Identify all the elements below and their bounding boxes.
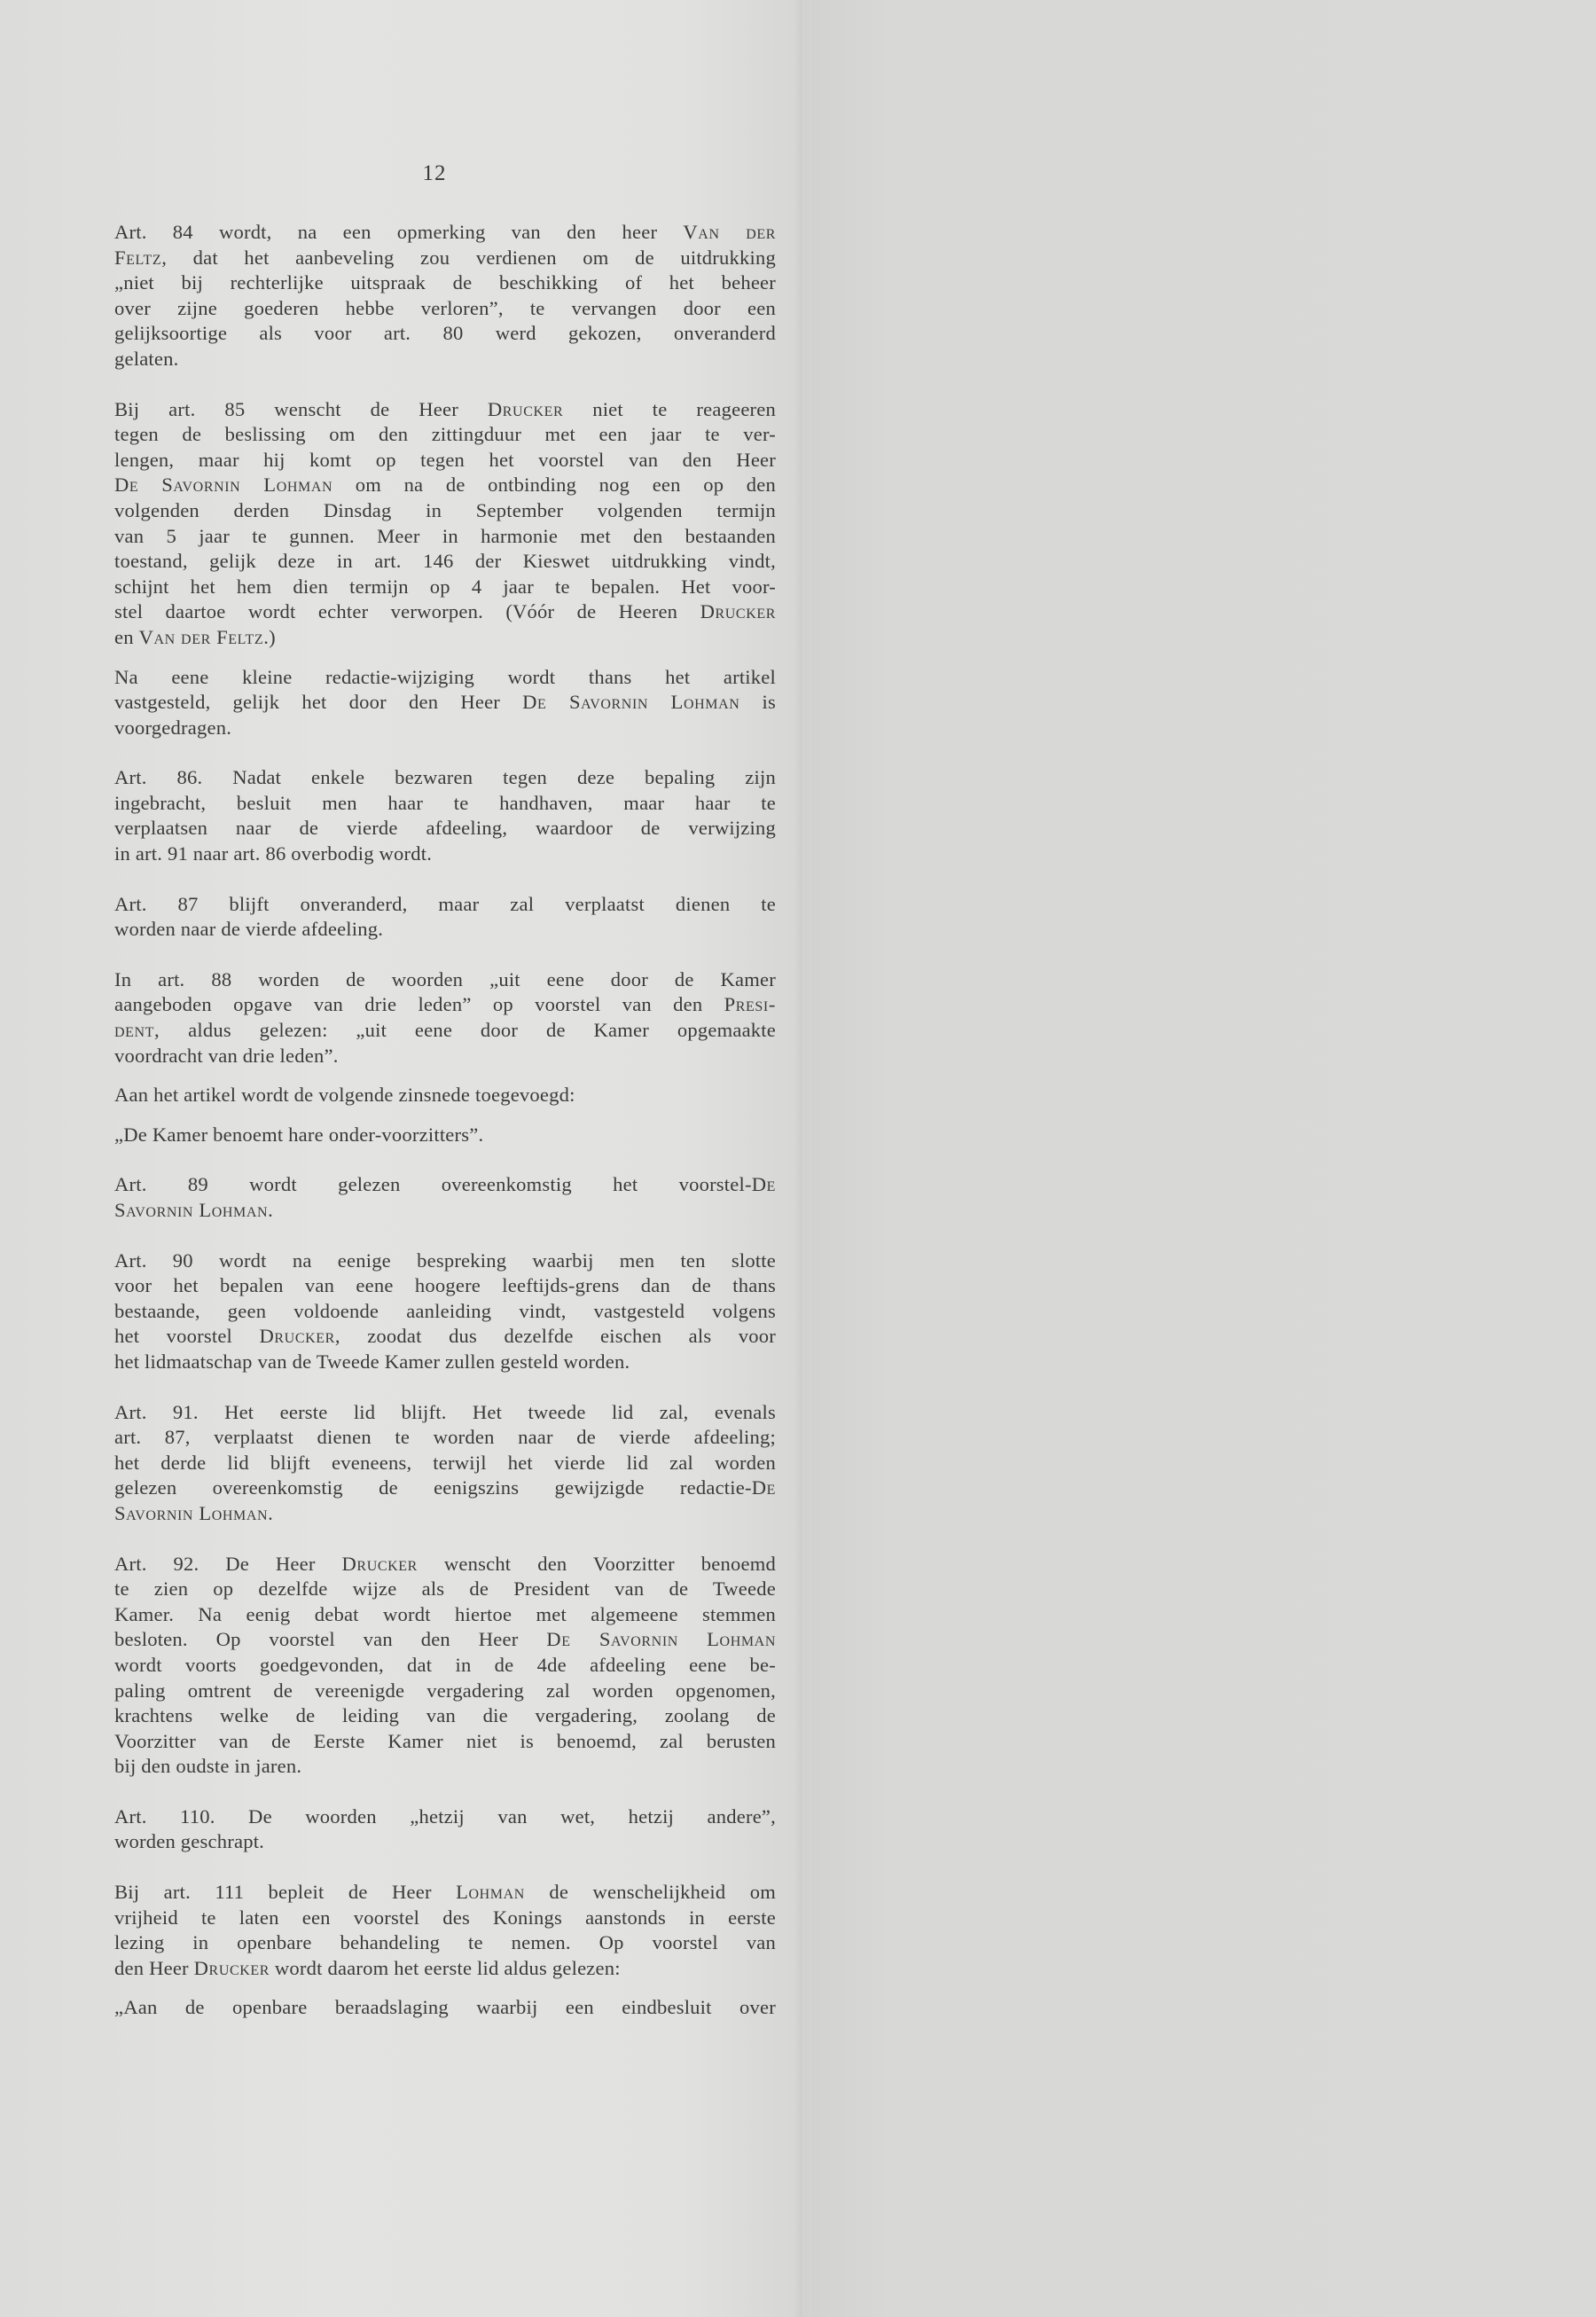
text-line: „De Kamer benoemt hare onder-voorzitters”. <box>114 1123 484 1146</box>
text-line: voor het bepalen van eene hoogere leeftijds-grens dan de thans <box>114 1274 776 1297</box>
paragraph <box>91 1880 776 1981</box>
text-line: verplaatsen naar de vierde afdeeling, waardoor de verwijzing <box>114 817 776 840</box>
text-line: te zien op dezelfde wijze als de President van de Tweede <box>114 1577 776 1601</box>
text-line: bestaande, geen voldoende aanleiding vindt, vastgesteld volgens <box>114 1299 776 1322</box>
text-line: Art. 110. De woorden „hetzij van wet, hetzij andere”, <box>114 1804 776 1828</box>
text-line: het derde lid blijft eveneens, terwijl het vierde lid zal worden <box>114 1451 776 1474</box>
text-line: over zijne goederen hebbe verloren”, te vervangen door een <box>114 296 776 319</box>
text-line: lezing in openbare behandeling te nemen. Op voorstel van <box>114 1931 776 1954</box>
text-line: wordt voorts goedgevonden, dat in de 4de afdeeling eene be- <box>114 1653 776 1676</box>
paragraph <box>91 397 776 651</box>
text-line: gelezen overeenkomstig de eenigszins gewijzigde redactie-De <box>114 1476 776 1499</box>
text-line: aangeboden opgave van drie leden” op voorstel van den Presi- <box>114 993 776 1016</box>
paragraph <box>91 1804 776 1855</box>
text-line: het voorstel Drucker, zoodat dus dezelfde eischen als voor <box>114 1325 776 1348</box>
text-line: worden geschrapt. <box>114 1830 265 1853</box>
text-line: besloten. Op voorstel van den Heer De Savornin Lohman <box>114 1628 776 1651</box>
text-line: schijnt het hem dien termijn op 4 jaar te bepalen. Het voor- <box>114 575 776 598</box>
text-line: In art. 88 worden de woorden „uit eene door de Kamer <box>114 967 776 990</box>
paragraph <box>91 1400 776 1527</box>
text-line: Voorzitter van de Eerste Kamer niet is benoemd, zal berusten <box>114 1729 776 1752</box>
text-line: Art. 90 wordt na eenige bespreking waarbij men ten slotte <box>114 1249 776 1272</box>
text-line: in art. 91 naar art. 86 overbodig wordt. <box>114 842 433 865</box>
text-line: Bij art. 85 wenscht de Heer Drucker niet te reageeren <box>114 397 776 420</box>
paragraph <box>91 1172 776 1223</box>
text-line: Art. 84 wordt, na een opmerking van den heer Van der <box>114 221 776 243</box>
text-line: het lidmaatschap van de Tweede Kamer zullen gesteld worden. <box>114 1350 630 1373</box>
paragraph <box>91 665 776 741</box>
text-line: stel daartoe wordt echter verworpen. (Vóór de Heeren Drucker <box>114 600 776 623</box>
text-line: gelaten. <box>114 347 179 370</box>
text-line: Art. 89 wordt gelezen overeenkomstig het voorstel-De <box>114 1173 776 1196</box>
text-line: Art. 87 blijft onveranderd, maar zal verplaatst dienen te <box>114 892 776 915</box>
text-line: voordracht van drie leden”. <box>114 1044 339 1067</box>
body-text <box>91 220 776 2046</box>
text-line: art. 87, verplaatst dienen te worden naar de vierde afdeeling; <box>114 1426 776 1449</box>
text-line: Na eene kleine redactie-wijziging wordt thans het artikel <box>114 665 776 688</box>
text-line: Art. 92. De Heer Drucker wenscht den Voorzitter benoemd <box>114 1552 776 1575</box>
text-line: Savornin Lohman. <box>114 1501 274 1524</box>
text-line: De Savornin Lohman om na de ontbinding nog een op den <box>114 474 776 497</box>
text-line: Feltz, dat het aanbeveling zou verdienen om de uitdrukking <box>114 246 776 269</box>
text-line: bij den oudste in jaren. <box>114 1755 302 1778</box>
text-line: vrijheid te laten een voorstel des Konings aanstonds in eerste <box>114 1906 776 1929</box>
text-line: vastgesteld, gelijk het door den Heer De Savornin Lohman is <box>114 691 776 714</box>
text-line: toestand, gelijk deze in art. 146 der Kieswet uitdrukking vindt, <box>114 550 776 573</box>
paragraph <box>91 1123 776 1148</box>
paragraph <box>91 1083 776 1108</box>
paragraph <box>91 1552 776 1780</box>
text-line: volgenden derden Dinsdag in September volgenden termijn <box>114 498 776 521</box>
text-line: paling omtrent de vereenigde vergadering zal worden opgenomen, <box>114 1679 776 1702</box>
paragraph <box>91 892 776 943</box>
paragraph <box>91 1995 776 2021</box>
right-page-blank <box>811 0 1596 2317</box>
text-line: Art. 91. Het eerste lid blijft. Het tweede lid zal, evenals <box>114 1400 776 1423</box>
text-line: Savornin Lohman. <box>114 1199 274 1221</box>
paragraph <box>91 220 776 372</box>
text-line: Art. 86. Nadat enkele bezwaren tegen deze bepaling zijn <box>114 766 776 789</box>
text-line: den Heer Drucker wordt daarom het eerste lid aldus gelezen: <box>114 1956 621 1979</box>
text-line: „Aan de openbare beraadslaging waarbij een eindbesluit over <box>114 1996 776 2019</box>
text-line: Bij art. 111 bepleit de Heer Lohman de wenschelijkheid om <box>114 1881 776 1904</box>
text-line: dent, aldus gelezen: „uit eene door de Kamer opgemaakte <box>114 1019 776 1042</box>
paragraph <box>91 1249 776 1375</box>
text-line: ingebracht, besluit men haar te handhaven, maar haar te <box>114 791 776 814</box>
paragraph <box>91 967 776 1068</box>
text-line: krachtens welke de leiding van die vergadering, zoolang de <box>114 1704 776 1727</box>
text-line: voorgedragen. <box>114 716 232 739</box>
text-line: Aan het artikel wordt de volgende zinsnede toegevoegd: <box>114 1084 575 1107</box>
text-line: worden naar de vierde afdeeling. <box>114 918 384 941</box>
text-line: en Van der Feltz.) <box>114 625 276 648</box>
text-line: van 5 jaar te gunnen. Meer in harmonie met den bestaanden <box>114 524 776 547</box>
text-line: lengen, maar hij komt op tegen het voorstel van den Heer <box>114 448 776 471</box>
page-number: 12 <box>422 161 447 185</box>
text-line: „niet bij rechterlijke uitspraak de beschikking of het beheer <box>114 271 776 294</box>
text-line: Kamer. Na eenig debat wordt hiertoe met algemeene stemmen <box>114 1602 776 1625</box>
paragraph <box>91 765 776 866</box>
text-line: tegen de beslissing om den zittingduur met een jaar te ver- <box>114 423 776 446</box>
text-line: gelijksoortige als voor art. 80 werd gekozen, onveranderd <box>114 322 776 345</box>
